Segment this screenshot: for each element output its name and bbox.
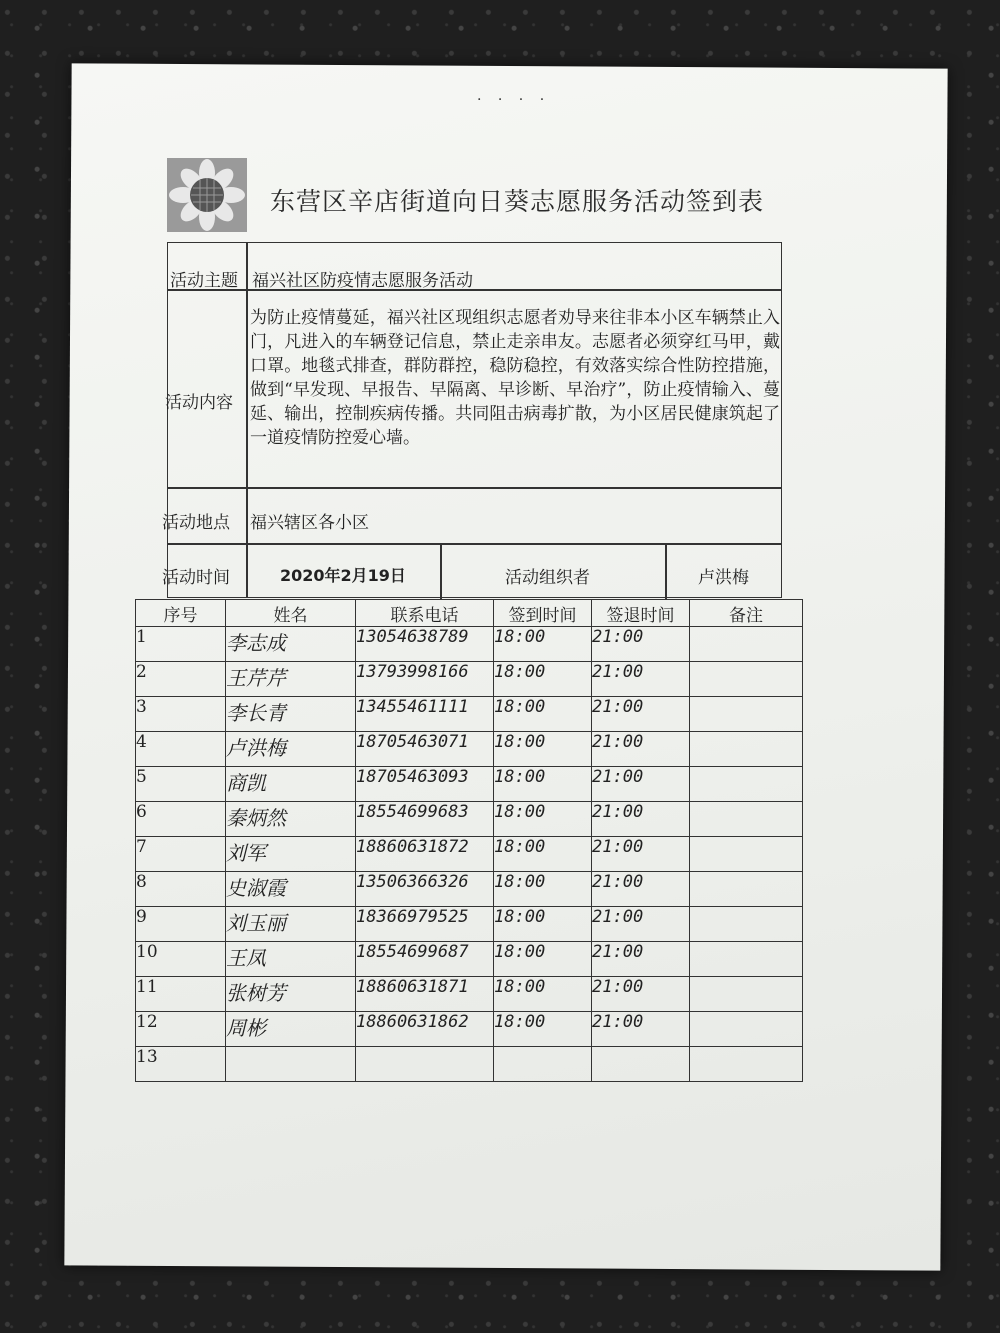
row-seq: 1 [136,627,226,662]
row-checkout: 21:00 [592,697,690,732]
divider [246,242,248,598]
row-seq: 10 [136,942,226,977]
row-seq: 5 [136,767,226,802]
row-note [690,627,803,662]
row-seq: 12 [136,1012,226,1047]
row-checkin: 18:00 [494,802,592,837]
header-seq: 序号 [136,600,226,627]
row-name: 张树芳 [226,977,356,1012]
row-phone: 13455461111 [356,697,494,732]
row-phone: 18860631872 [356,837,494,872]
row-note [690,1047,803,1082]
table-row [136,942,803,977]
row-checkout [592,1047,690,1082]
table-row [136,872,803,907]
table-row [136,802,803,837]
row-name: 秦炳然 [226,802,356,837]
row-checkin: 18:00 [494,662,592,697]
row-phone: 18860631871 [356,977,494,1012]
row-checkout: 21:00 [592,1012,690,1047]
table-row [136,977,803,1012]
row-note [690,697,803,732]
row-name: 李长青 [226,697,356,732]
row-note [690,662,803,697]
row-phone [356,1047,494,1082]
time-label: 活动时间 [162,568,230,588]
location-value: 福兴辖区各小区 [250,513,369,533]
row-checkin [494,1047,592,1082]
header-name: 姓名 [226,600,356,627]
row-name: 李志成 [226,627,356,662]
row-name: 商凯 [226,767,356,802]
table-row [136,697,803,732]
punch-holes: . . . . [477,88,551,104]
row-checkout: 21:00 [592,802,690,837]
row-note [690,802,803,837]
row-phone: 18705463093 [356,767,494,802]
header-note: 备注 [690,600,803,627]
content-value: 为防止疫情蔓延，福兴社区现组织志愿者劝导来往非本小区车辆禁止入门，凡进入的车辆登记信息，禁止走亲串友。志愿者必须穿红马甲，戴口罩。地毯式排查，群防群控，稳防稳控，有效落实综合性防控措施，做到“早发现、早报告、早隔离、早诊断、早治疗”，防止疫情输入、蔓延、输出，控制疾病传播。共同阻击病毒扩散，为小区居民健康筑起了一道疫情防控爱心墙。 [250,308,780,448]
row-checkin: 18:00 [494,837,592,872]
table-row [136,662,803,697]
table-row [136,1047,803,1082]
row-note [690,767,803,802]
row-checkin: 18:00 [494,907,592,942]
row-seq: 8 [136,872,226,907]
header-checkin: 签到时间 [494,600,592,627]
header-phone: 联系电话 [356,600,494,627]
row-checkout: 21:00 [592,942,690,977]
row-phone: 13793998166 [356,662,494,697]
row-name [226,1047,356,1082]
row-phone: 18705463071 [356,732,494,767]
table-row [136,767,803,802]
row-name: 史淑霞 [226,872,356,907]
row-checkout: 21:00 [592,977,690,1012]
sunflower-logo-icon [167,158,247,232]
row-name: 卢洪梅 [226,732,356,767]
table-row [136,732,803,767]
row-checkin: 18:00 [494,1012,592,1047]
time-value: 2020年2月19日 [280,566,406,585]
organizer-label: 活动组织者 [505,568,590,588]
row-checkin: 18:00 [494,942,592,977]
row-checkout: 21:00 [592,732,690,767]
row-seq: 3 [136,697,226,732]
organizer-value: 卢洪梅 [698,568,749,588]
row-checkout: 21:00 [592,662,690,697]
row-checkin: 18:00 [494,977,592,1012]
theme-label: 活动主题 [170,271,238,291]
row-seq: 9 [136,907,226,942]
row-phone: 13054638789 [356,627,494,662]
header-checkout: 签退时间 [592,600,690,627]
row-seq: 4 [136,732,226,767]
row-checkin: 18:00 [494,627,592,662]
row-name: 王凤 [226,942,356,977]
row-phone: 13506366326 [356,872,494,907]
row-note [690,942,803,977]
divider [167,487,782,489]
table-row [136,1012,803,1047]
sign-in-table [135,599,803,1082]
row-checkout: 21:00 [592,907,690,942]
table-row [136,627,803,662]
row-checkout: 21:00 [592,837,690,872]
row-seq: 13 [136,1047,226,1082]
row-note [690,837,803,872]
row-phone: 18554699687 [356,942,494,977]
row-note [690,1012,803,1047]
row-seq: 6 [136,802,226,837]
row-note [690,977,803,1012]
document-title: 东营区辛店街道向日葵志愿服务活动签到表 [270,187,765,216]
row-checkout: 21:00 [592,872,690,907]
row-checkout: 21:00 [592,627,690,662]
row-phone: 18366979525 [356,907,494,942]
row-checkin: 18:00 [494,767,592,802]
row-name: 刘玉丽 [226,907,356,942]
row-note [690,907,803,942]
divider [665,543,667,599]
row-phone: 18554699683 [356,802,494,837]
row-name: 刘军 [226,837,356,872]
row-phone: 18860631862 [356,1012,494,1047]
theme-value: 福兴社区防疫情志愿服务活动 [252,271,473,291]
divider [440,543,442,599]
row-seq: 7 [136,837,226,872]
row-seq: 2 [136,662,226,697]
row-checkin: 18:00 [494,697,592,732]
table-row [136,907,803,942]
row-checkin: 18:00 [494,872,592,907]
row-name: 周彬 [226,1012,356,1047]
row-checkin: 18:00 [494,732,592,767]
location-label: 活动地点 [162,513,230,533]
content-label: 活动内容 [165,393,233,413]
table-header-row [136,600,803,627]
row-checkout: 21:00 [592,767,690,802]
row-name: 王芹芹 [226,662,356,697]
divider [167,543,782,545]
table-row [136,837,803,872]
row-seq: 11 [136,977,226,1012]
row-note [690,872,803,907]
row-note [690,732,803,767]
